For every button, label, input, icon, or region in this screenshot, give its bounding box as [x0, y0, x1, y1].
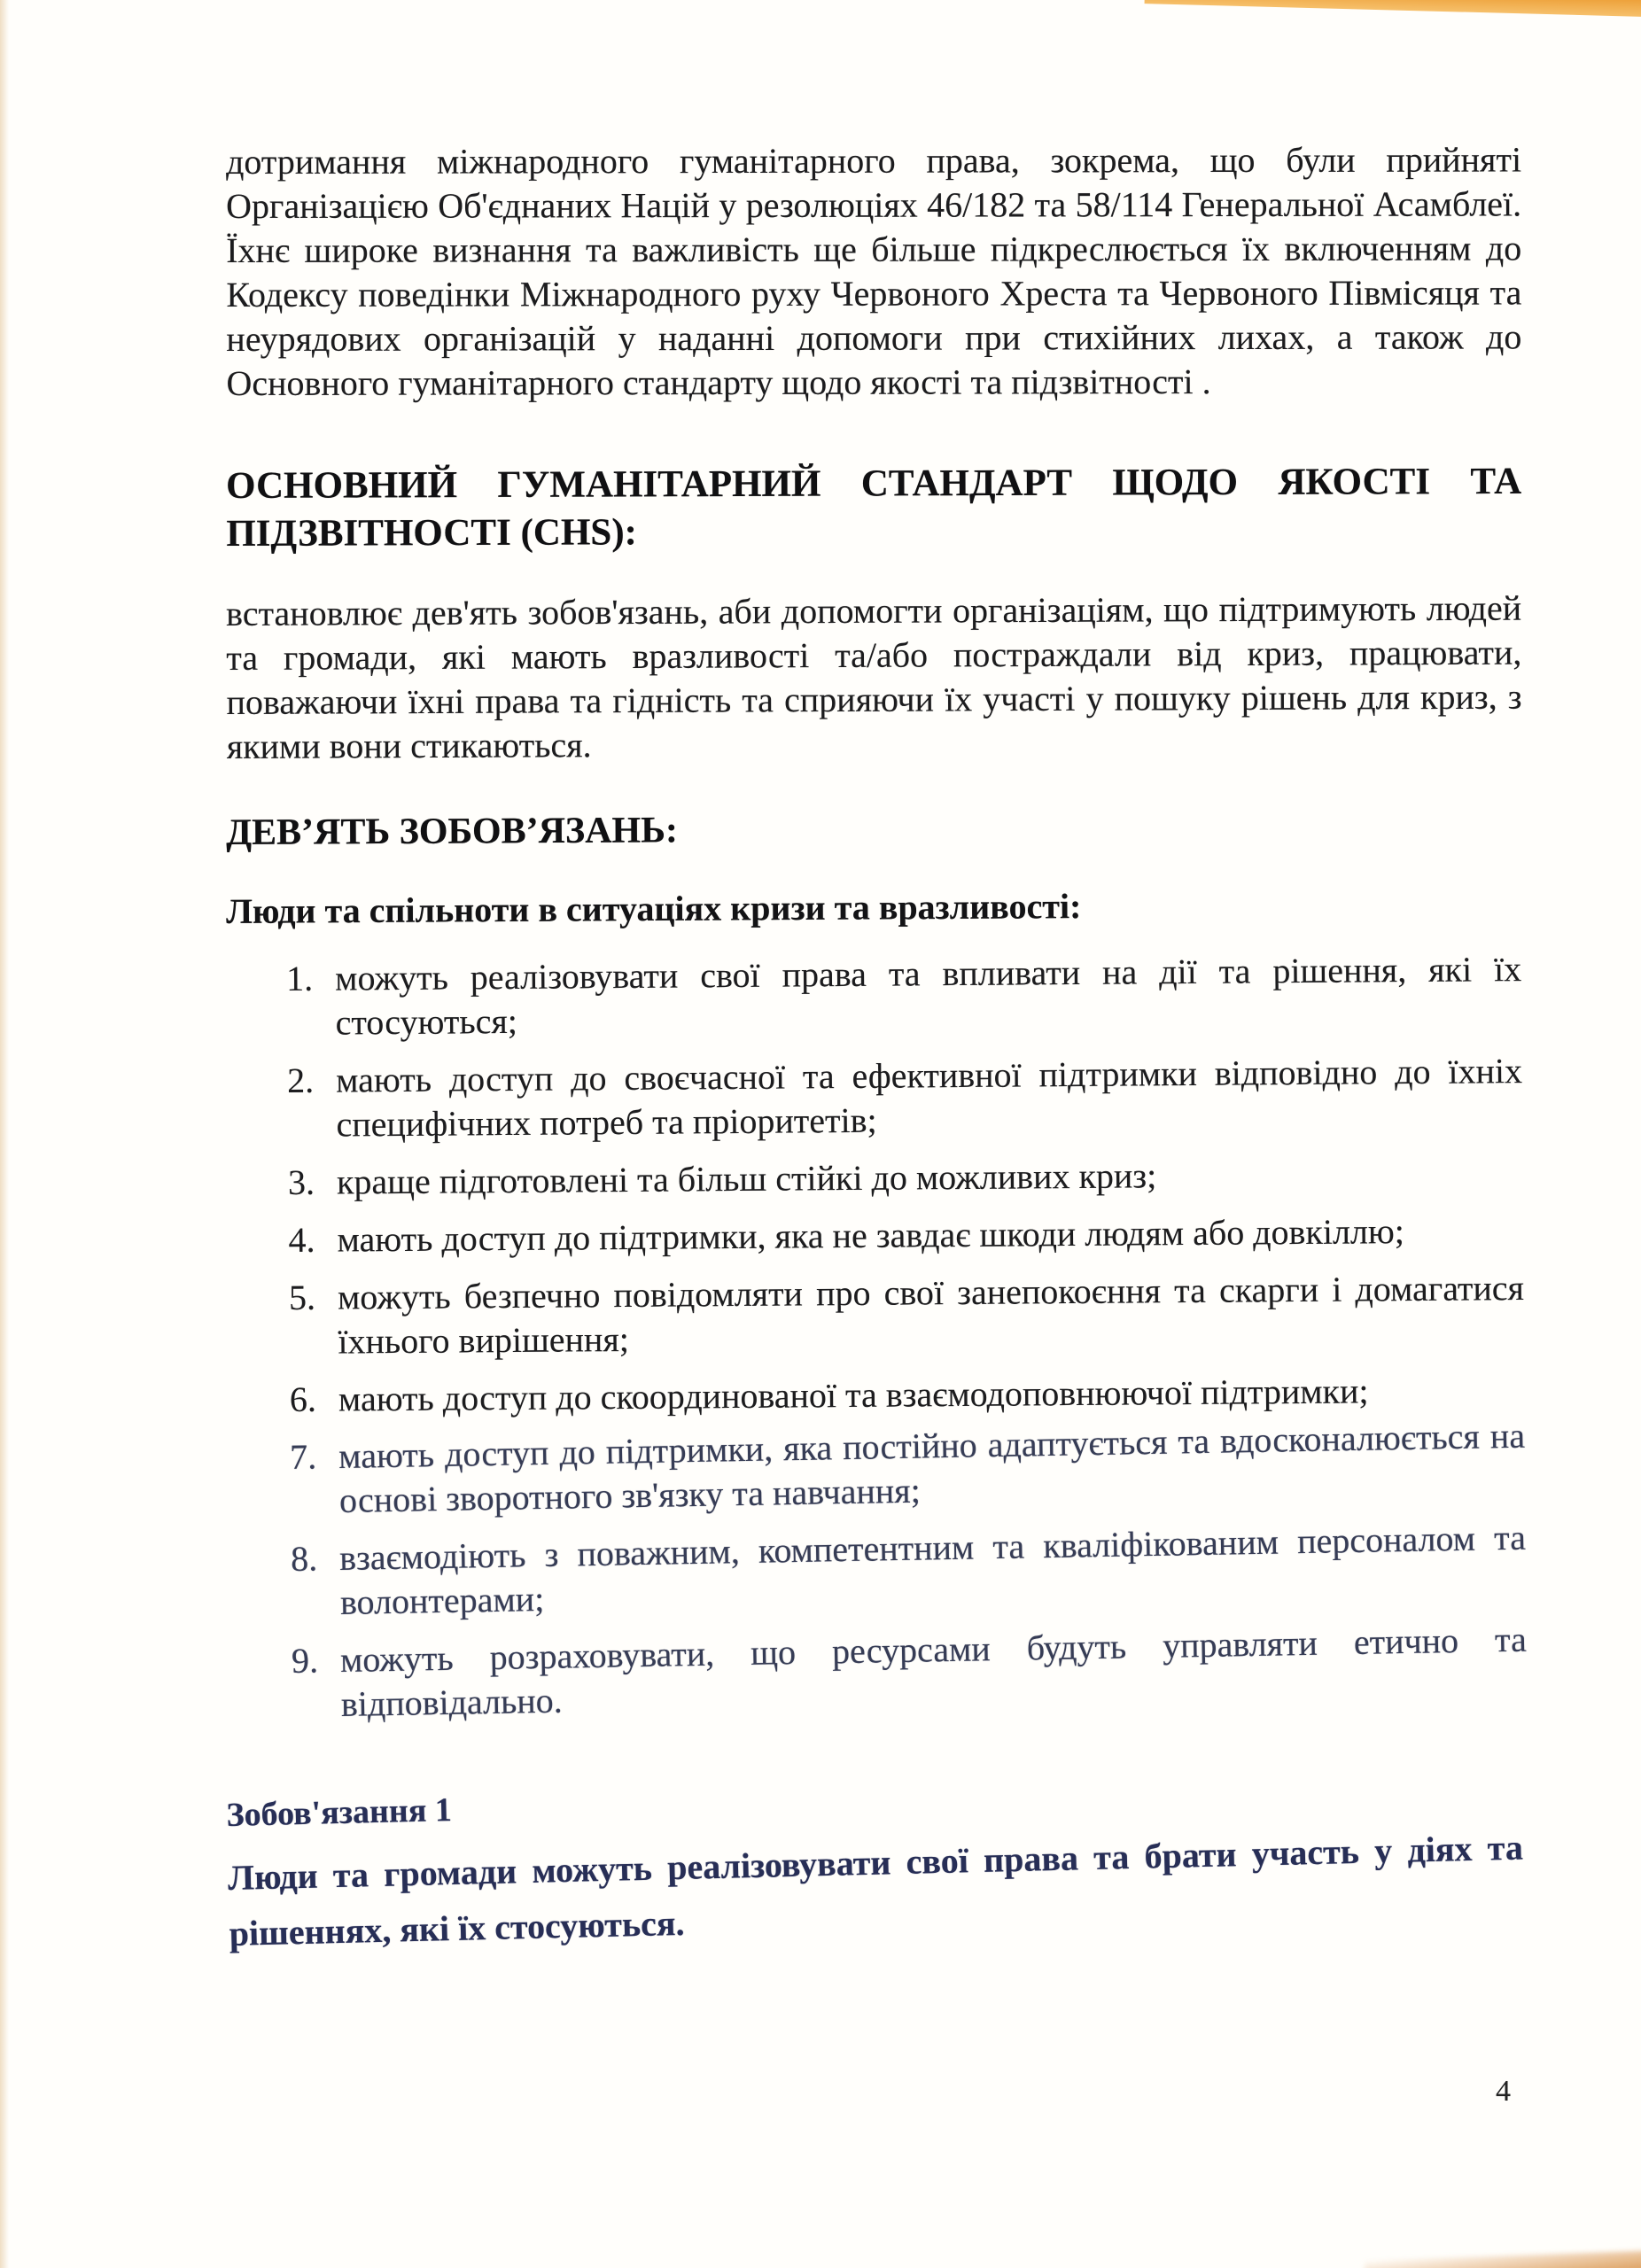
commitment-item-2: мають доступ до своєчасної та ефективної підтримки відповідно до їхніх специфічних потреб та пріоритетів;: [335, 1051, 1523, 1145]
commitment-item-4: мають доступ до підтримки, яка не завдає шкоди людям або довкіллю;: [337, 1211, 1405, 1260]
chs-section-body: встановлює дев'ять зобов'язань, аби допомогти організаціям, що підтримують людей та громади, які мають вразливості та/або постраждали від криз, працювати, поважаючи їхні права та гідність та сприяючи їх участі у пошуку рішень для криз, з якими вони стикаються.: [226, 587, 1522, 766]
page-number: 4: [1496, 2075, 1511, 2108]
commitment1-body: Люди та громади можуть реалізовувати свої права та брати участь у діях та рішеннях, які їх стосуються.: [227, 1827, 1524, 1953]
commitment-item-6: мають доступ до скоординованої та взаємодоповнюючої підтримки;: [338, 1371, 1369, 1419]
commitment1-section: [226, 1765, 1525, 1961]
commitment-item-9: можуть розраховувати, що ресурсами будуть управляти етично та відповідально.: [339, 1619, 1528, 1725]
document-content: [226, 139, 1528, 1961]
nine-commitments-heading: ДЕВ’ЯТЬ ЗОБОВ’ЯЗАНЬ:: [226, 810, 679, 853]
scan-corner-top-right-artifact: [1145, 0, 1641, 18]
commitment-item-1: можуть реалізовувати свої права та впливати на дії та рішення, які їх стосуються;: [335, 949, 1522, 1043]
chs-section-heading: ОСНОВНИЙ ГУМАНІТАРНИЙ СТАНДАРТ ЩОДО ЯКОСТІ ТА ПІДЗВІТНОСТІ (CHS):: [226, 460, 1522, 555]
commitment-item-5: можуть безпечно повідомляти про свої занепокоєння та скарги і домагатися їхнього вирішення;: [337, 1268, 1525, 1362]
scan-edge-left-artifact: [0, 0, 9, 2268]
commitments-list: [286, 947, 1528, 1728]
commitment-item-8: взаємодіють з поважним, компетентним та кваліфікованим персоналом та волонтерами;: [338, 1517, 1527, 1623]
commitment-item-3: краще підготовлені та більш стійкі до можливих криз;: [336, 1155, 1157, 1202]
nine-commitments-subheading: Люди та спільноти в ситуаціях кризи та вразливості:: [226, 886, 1082, 931]
commitment1-heading: Зобов'язання 1: [226, 1791, 453, 1834]
scan-corner-bottom-right-artifact: [1365, 2250, 1641, 2268]
intro-paragraph: дотримання міжнародного гуманітарного права, зокрема, що були прийняті Організацією Об'єднаних Націй у резолюціях 46/182 та 58/114 Генеральної Асамблеї. Їхнє широке визнання та важливість ще більше підкреслюється їх включенням до Кодексу поведінки Міжнародного руху Червоного Хреста та Червоного Півмісяця та неурядових організацій у наданні допомоги при стихійних лихах, а також до Основного гуманітарного стандарту щодо якості та підзвітності .: [226, 139, 1522, 403]
commitment-item-7: мають доступ до підтримки, яка постійно адаптується та вдосконалюється на основі зворотного зв'язку та навчання;: [338, 1415, 1526, 1521]
